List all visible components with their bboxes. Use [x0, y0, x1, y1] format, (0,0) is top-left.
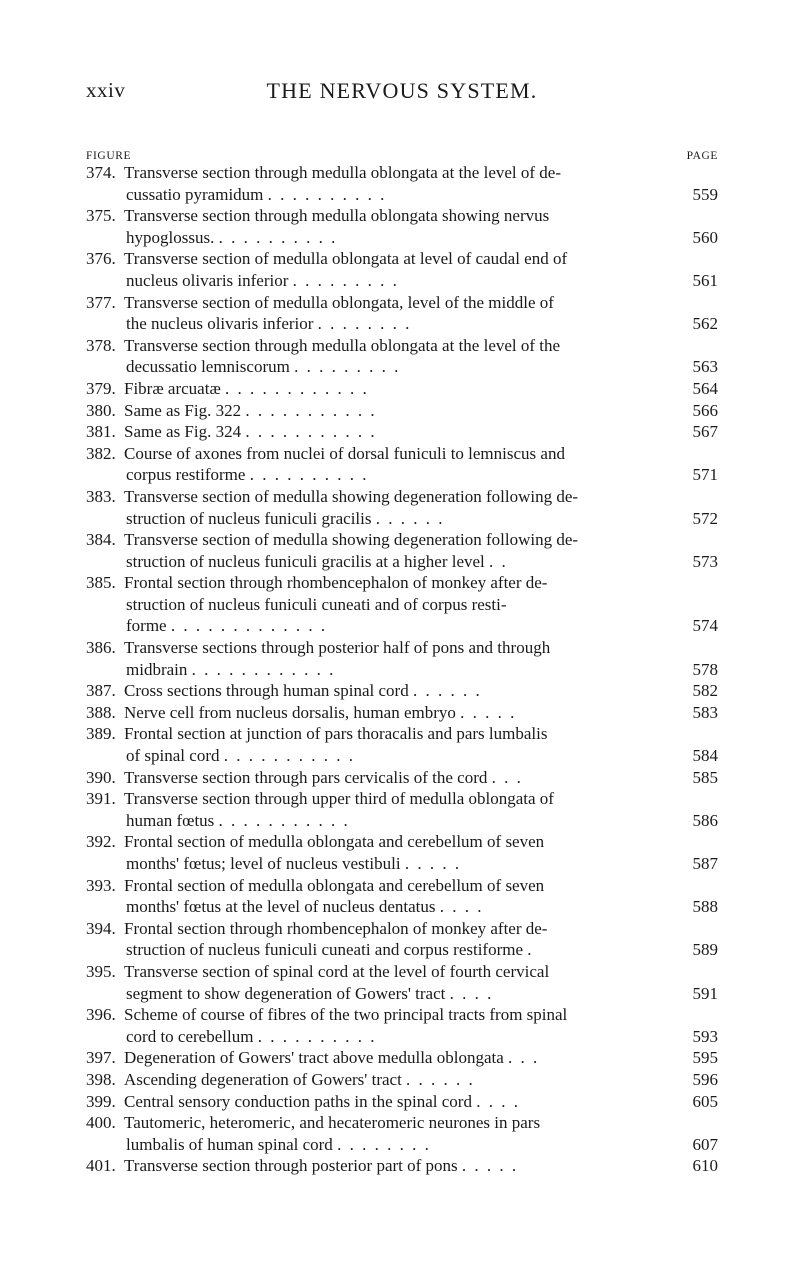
figure-number: 383. [86, 486, 116, 506]
leader-dots: . . . . . . [412, 681, 482, 701]
list-item [86, 248, 718, 291]
list-item [86, 918, 718, 961]
page-reference: 567 [692, 422, 718, 442]
list-item [86, 162, 718, 205]
page-reference: 586 [692, 810, 718, 830]
leader-dots: . . . . . . . . [337, 1134, 431, 1154]
leader-dots: . [527, 940, 534, 960]
page-reference: 583 [692, 702, 718, 722]
page-reference: 589 [692, 940, 718, 960]
figure-caption-line: struction of nucleus funiculi cuneati and corpus restiforme [126, 940, 524, 960]
figure-caption-line: months' fœtus at the level of nucleus dentatus [126, 897, 436, 917]
figure-number: 374. [86, 163, 116, 182]
list-item [86, 767, 718, 789]
figure-caption-line: Scheme of course of fibres of the two principal tracts from spinal [124, 1005, 568, 1025]
page-reference: 587 [692, 854, 718, 873]
list-item [86, 421, 718, 443]
figure-caption-line: Nerve cell from nucleus dorsalis, human embryo [124, 702, 456, 722]
figure-number: 380. [86, 400, 116, 420]
page-reference: 591 [692, 983, 718, 1003]
page-reference: 588 [692, 897, 718, 917]
figure-caption-line: Same as Fig. 322 [124, 400, 242, 420]
list-item [86, 680, 718, 702]
figure-caption-line: struction of nucleus funiculi cuneati and of corpus resti- [126, 594, 507, 614]
figure-caption-line: lumbalis of human spinal cord [126, 1134, 333, 1154]
figure-caption-line: forme [126, 616, 167, 636]
figure-caption-line: Cross sections through human spinal cord [124, 681, 409, 701]
figure-caption-line: Transverse section through medulla oblongata showing nervus [124, 206, 550, 226]
leader-dots: . . . . . [461, 1156, 519, 1176]
leader-dots: . . . . . . . . . . . [245, 422, 377, 442]
leader-dots: . . . . . . [406, 1069, 475, 1089]
figure-number: 375. [86, 206, 116, 226]
leader-dots: . . . . . . . . . . . . [225, 378, 369, 398]
figure-number: 396. [86, 1005, 116, 1025]
figure-caption-line: midbrain [126, 659, 188, 679]
leader-dots: . . . . . . . . . . . . . [170, 616, 328, 636]
figure-number: 378. [86, 335, 116, 355]
leader-dots: . . . . . [460, 702, 517, 722]
figure-caption-line: Degeneration of Gowers' tract above medulla oblongata [124, 1048, 504, 1068]
figure-caption-line: Frontal section through rhombencephalon of monkey after de- [124, 918, 548, 938]
list-item [86, 961, 718, 1004]
figure-caption-line: Transverse section through upper third of medulla oblongata of [124, 789, 554, 809]
list-item [86, 529, 718, 572]
figure-caption-line: Course of axones from nuclei of dorsal funiculi to lemniscus and [124, 443, 565, 463]
list-item [86, 378, 718, 400]
leader-dots: . . . . . . . . . . . [223, 746, 355, 766]
list-item [86, 572, 718, 637]
figure-number: 386. [86, 638, 116, 658]
page-reference: 572 [692, 508, 718, 528]
figure-number: 399. [86, 1091, 116, 1111]
figure-caption-line: corpus restiforme [126, 465, 246, 485]
leader-dots: . . . . . . [375, 508, 445, 528]
figure-caption-line: Transverse section through medulla oblongata at the level of de- [124, 163, 562, 182]
figure-number: 393. [86, 875, 116, 895]
figure-number: 387. [86, 681, 116, 701]
page-reference: 574 [692, 616, 718, 636]
leader-dots: . . . . [449, 983, 494, 1003]
figure-caption-line: cussatio pyramidum [126, 184, 264, 204]
figure-number: 392. [86, 832, 116, 852]
figure-number: 388. [86, 702, 116, 722]
list-item [86, 1069, 718, 1091]
figure-caption-line: Central sensory conduction paths in the spinal cord [124, 1091, 472, 1111]
list-item [86, 1112, 718, 1155]
figure-caption-line: Transverse section of medulla oblongata at level of caudal end of [124, 249, 568, 269]
figure-caption-line: struction of nucleus funiculi gracilis at a higher level [126, 551, 485, 571]
figure-caption-line: months' fœtus; level of nucleus vestibuli [126, 854, 401, 873]
page-column-heading: PAGE [686, 150, 718, 162]
figure-caption-line: Fibræ arcuatæ [124, 378, 221, 398]
page-reference: 562 [692, 314, 718, 334]
list-item [86, 400, 718, 422]
figure-caption-line: Ascending degeneration of Gowers' tract [124, 1069, 402, 1089]
leader-dots: . . [489, 551, 508, 571]
page-reference: 561 [692, 270, 718, 290]
figure-caption-line: Tautomeric, heteromeric, and hecateromeric neurones in pars [124, 1113, 541, 1133]
leader-dots: . . . . . . . . . [292, 270, 399, 290]
leader-dots: . . . [508, 1048, 540, 1068]
list-item [86, 1047, 718, 1069]
page-reference: 566 [692, 400, 718, 420]
figure-caption-line: Transverse section through medulla oblongata at the level of the [124, 335, 561, 355]
list-item [86, 1004, 718, 1047]
page-reference: 585 [692, 767, 718, 787]
leader-dots: . . . . . . . . . . . [218, 810, 350, 830]
page-reference: 578 [692, 659, 718, 679]
page-reference: 593 [692, 1026, 718, 1046]
figure-caption-line: human fœtus [126, 810, 215, 830]
figure-number: 391. [86, 789, 116, 809]
figure-caption-line: decussatio lemniscorum [126, 357, 290, 377]
list-item [86, 335, 718, 378]
list-item [86, 875, 718, 918]
figure-number: 384. [86, 530, 116, 550]
figure-caption-line: Frontal section at junction of pars thoracalis and pars lumbalis [124, 724, 548, 744]
list-item [86, 486, 718, 529]
figure-caption-line: Transverse section through posterior part of pons [124, 1156, 458, 1176]
page-reference: 564 [692, 378, 718, 398]
figure-number: 381. [86, 422, 116, 442]
list-item [86, 723, 718, 766]
figure-caption-line: Transverse section of medulla showing degeneration following de- [124, 530, 579, 550]
page-reference: 595 [692, 1048, 718, 1068]
figure-caption-line: Same as Fig. 324 [124, 422, 242, 442]
figure-caption-line: Transverse section of spinal cord at the level of fourth cervical [124, 961, 550, 981]
figure-caption-line: the nucleus olivaris inferior [126, 314, 314, 334]
page-reference: 560 [692, 227, 718, 247]
figure-caption-line: Frontal section through rhombencephalon of monkey after de- [124, 573, 548, 593]
leader-dots: . . . . . . . . . . . [245, 400, 377, 420]
figure-number: 395. [86, 961, 116, 981]
leader-dots: . . . . [439, 897, 484, 917]
list-item [86, 831, 718, 874]
figure-number: 379. [86, 378, 116, 398]
figure-number: 397. [86, 1048, 116, 1068]
list-of-figures [86, 162, 718, 1177]
leader-dots: . . . . . . . . [317, 314, 412, 334]
list-item [86, 1091, 718, 1113]
figure-number: 401. [86, 1156, 116, 1176]
figure-caption-line: Frontal section of medulla oblongata and cerebellum of seven [124, 875, 545, 895]
figure-number: 400. [86, 1113, 116, 1133]
figure-caption-line: hypoglossus. [126, 227, 215, 247]
figure-caption-line: Transverse section of medulla showing degeneration following de- [124, 486, 579, 506]
page-number: xxiv [86, 78, 126, 102]
page-reference: 607 [692, 1134, 718, 1154]
list-item [86, 443, 718, 486]
figure-number: 389. [86, 724, 116, 744]
figure-number: 390. [86, 767, 116, 787]
figure-caption-line: segment to show degeneration of Gowers' tract [126, 983, 446, 1003]
page-header [86, 78, 718, 108]
page-reference: 610 [692, 1156, 718, 1176]
running-title: THE NERVOUS SYSTEM. [266, 78, 538, 103]
page-reference: 582 [692, 681, 718, 701]
figure-caption-line: struction of nucleus funiculi gracilis [126, 508, 372, 528]
figure-number: 382. [86, 443, 116, 463]
leader-dots: . . . [491, 767, 523, 787]
page-reference: 605 [692, 1091, 718, 1111]
figure-number: 385. [86, 573, 116, 593]
figure-caption-line: cord to cerebellum [126, 1026, 254, 1046]
leader-dots: . . . . . . . . . . [267, 184, 387, 204]
figure-caption-line: Transverse section of medulla oblongata, level of the middle of [124, 292, 554, 312]
leader-dots: . . . . . . . . . . [257, 1026, 377, 1046]
figure-column-heading: FIGURE [86, 150, 132, 162]
figure-number: 376. [86, 249, 116, 269]
leader-dots: . . . . . . . . . [294, 357, 401, 377]
leader-dots: . . . . [476, 1091, 520, 1111]
list-item [86, 292, 718, 335]
leader-dots: . . . . . . . . . . [218, 227, 338, 247]
list-item [86, 637, 718, 680]
leader-dots: . . . . . . . . . . [249, 465, 369, 485]
figure-caption-line: Transverse section through pars cervicalis of the cord [124, 767, 488, 787]
leader-dots: . . . . . . . . . . . . [191, 659, 336, 679]
page-reference: 571 [692, 465, 718, 485]
list-item [86, 788, 718, 831]
figure-caption-line: Transverse sections through posterior half of pons and through [124, 638, 551, 658]
list-item [86, 702, 718, 724]
page-reference: 559 [692, 184, 718, 204]
leader-dots: . . . . . [404, 854, 462, 873]
list-item [86, 205, 718, 248]
figure-caption-line: of spinal cord [126, 746, 220, 766]
figure-number: 377. [86, 292, 116, 312]
page-reference: 573 [692, 551, 718, 571]
page-reference: 596 [692, 1069, 718, 1089]
figure-number: 394. [86, 918, 116, 938]
page-reference: 584 [692, 746, 718, 766]
list-item [86, 1155, 718, 1177]
page-reference: 563 [692, 357, 718, 377]
figure-number: 398. [86, 1069, 116, 1089]
figure-caption-line: Frontal section of medulla oblongata and cerebellum of seven [124, 832, 545, 852]
figure-caption-line: nucleus olivaris inferior [126, 270, 289, 290]
